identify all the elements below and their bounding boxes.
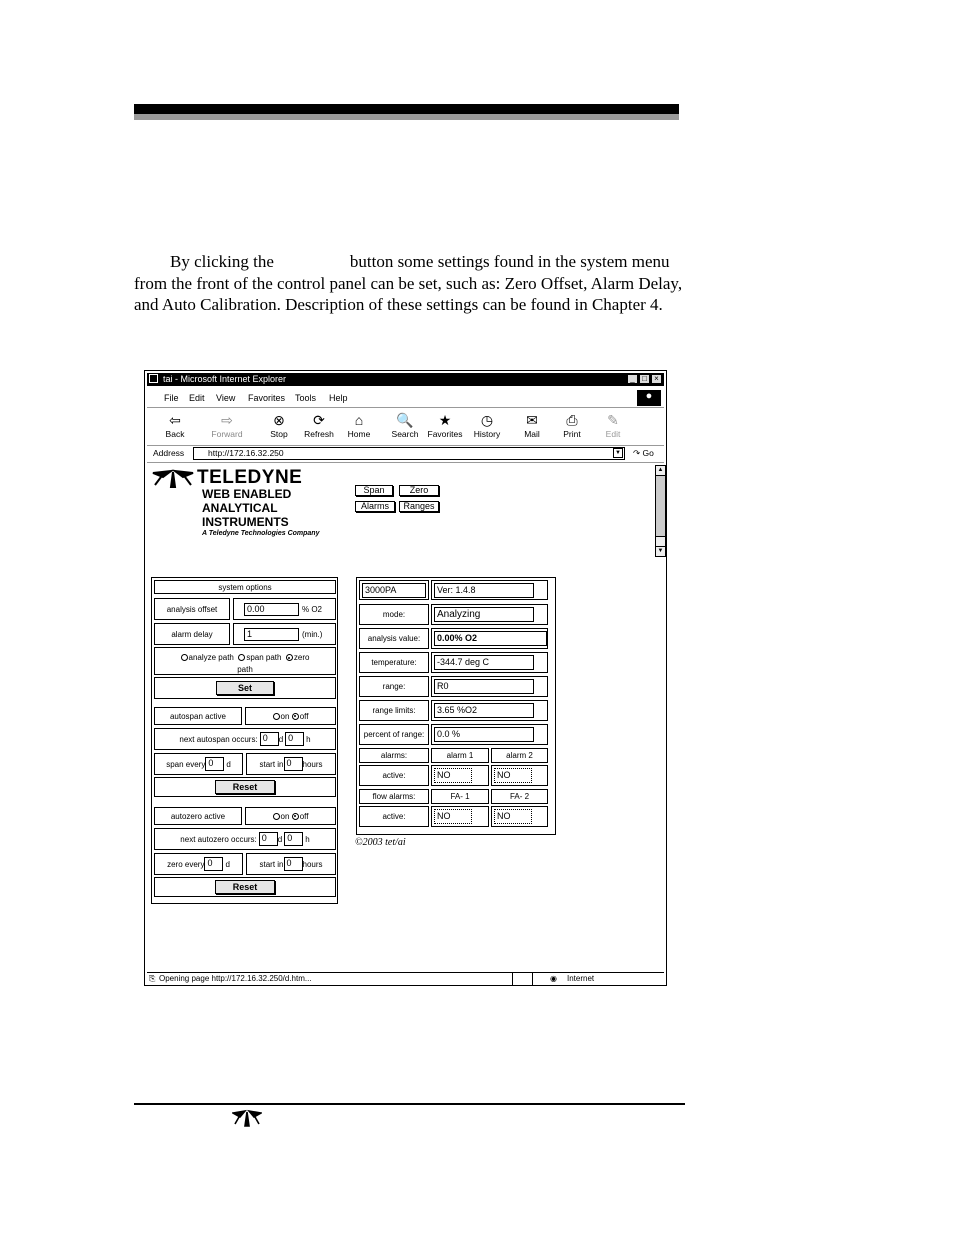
zero-start-cell: start in 0 hours (246, 853, 336, 875)
autospan-reset-cell (154, 777, 336, 797)
favorites-icon: ★ (438, 412, 452, 428)
mode-label: mode: (359, 604, 429, 625)
address-dropdown-icon[interactable]: ▼ (613, 448, 623, 458)
range-label: range: (359, 676, 429, 697)
back-arrow-icon: ⇦ (169, 412, 181, 428)
mode-value: Analyzing (434, 607, 534, 622)
path-word: path (237, 665, 253, 674)
autozero-reset-button[interactable]: Reset (215, 880, 275, 894)
go-button[interactable]: ↷ Go (633, 448, 654, 458)
refresh-icon: ⟳ (313, 412, 325, 428)
alarm-delay-label: alarm delay (154, 623, 230, 645)
close-icon[interactable]: × (651, 374, 662, 384)
flow-active-label: active: (359, 806, 429, 827)
autozero-label: autozero active (154, 807, 242, 825)
fa1-active-cell (431, 806, 489, 827)
mail-button[interactable]: ✉ Mail (512, 411, 552, 439)
forward-arrow-icon: ⇨ (221, 412, 233, 428)
autozero-reset-cell (154, 877, 336, 897)
fa1-header: FA- 1 (431, 789, 489, 804)
set-cell (154, 677, 336, 699)
percent-range-value: 0.0 % (434, 727, 534, 742)
title-bar (147, 373, 664, 386)
ranges-button[interactable]: Ranges (399, 501, 439, 512)
alarm1-active-value: NO (434, 768, 472, 783)
next-autozero-label: next autozero occurs: (180, 834, 257, 844)
options-header: system options (154, 580, 336, 594)
forward-button[interactable]: ⇨ Forward (207, 411, 247, 439)
fa2-active-value: NO (494, 809, 532, 824)
menu-tools[interactable]: Tools (295, 393, 317, 403)
alarm2-header: alarm 2 (491, 748, 548, 763)
fa2-header: FA- 2 (491, 789, 548, 804)
zero-start-input[interactable]: 0 (284, 857, 303, 871)
page-content (147, 465, 657, 970)
alarm-active-label: active: (359, 765, 429, 786)
status-bar (147, 972, 664, 986)
home-icon: ⌂ (354, 412, 364, 428)
path-options-cell (154, 647, 336, 675)
mode-cell (431, 604, 548, 625)
menu-help[interactable]: Help (329, 393, 348, 403)
status-divider (532, 973, 533, 986)
analysis-value-label: analysis value: (359, 628, 429, 649)
address-input[interactable] (193, 447, 625, 460)
next-autospan-hours-input[interactable]: 0 (285, 732, 304, 746)
range-value: R0 (434, 679, 534, 694)
span-button[interactable]: Span (355, 485, 393, 496)
stop-button[interactable]: ⊗ Stop (259, 411, 299, 439)
set-button[interactable]: Set (216, 681, 274, 695)
history-icon: ◷ (480, 412, 494, 428)
minimize-icon[interactable]: _ (627, 374, 638, 384)
toolbar (147, 409, 664, 446)
teledyne-footer-logo-icon (232, 1109, 262, 1129)
zero-start-label: start in (259, 859, 284, 869)
alarm2-active-value: NO (494, 768, 532, 783)
temperature-value: -344.7 deg C (434, 655, 534, 670)
analysis-value: 0.00% O2 (434, 631, 547, 646)
temperature-cell (431, 652, 548, 673)
next-autozero-cell: next autozero occurs: 0 d 0 h (154, 828, 336, 850)
scroll-thumb[interactable] (656, 476, 665, 537)
alarm1-active-cell (431, 765, 489, 786)
analysis-offset-label: analysis offset (154, 598, 230, 620)
print-icon: ⎙ (566, 412, 578, 428)
address-bar (147, 446, 664, 463)
zero-every-input[interactable]: 0 (204, 857, 223, 871)
next-autospan-label: next autospan occurs: (179, 734, 258, 744)
stop-icon: ⊗ (273, 412, 285, 428)
internet-zone-icon: ◉ (550, 974, 557, 983)
edit-icon: ✎ (607, 412, 619, 428)
span-path-radio[interactable]: span path (238, 653, 281, 662)
flow-alarms-label: flow alarms: (359, 789, 429, 804)
home-button[interactable]: ⌂ Home (339, 411, 379, 439)
history-button[interactable]: ◷ History (467, 411, 507, 439)
next-autozero-hours-input[interactable]: 0 (284, 832, 303, 846)
menu-view[interactable]: View (216, 393, 236, 403)
analysis-offset-cell (233, 598, 336, 620)
alarm2-active-cell (491, 765, 548, 786)
scroll-down-icon[interactable]: ▼ (657, 548, 664, 554)
alarms-label: alarms: (359, 748, 429, 763)
analysis-value-cell (431, 628, 548, 649)
model-cell (359, 580, 429, 600)
mail-icon: ✉ (526, 412, 538, 428)
span-every-label: span every (166, 759, 206, 769)
address-value: http://172.16.32.250 (208, 448, 284, 458)
autospan-reset-button[interactable]: Reset (215, 780, 275, 794)
maximize-icon[interactable]: □ (639, 374, 650, 384)
fa2-active-cell (491, 806, 548, 827)
menu-file[interactable]: File (164, 393, 179, 403)
next-autozero-days-input[interactable]: 0 (259, 832, 278, 846)
range-limits-label: range limits: (359, 700, 429, 721)
zero-path-radio[interactable]: zero (286, 653, 310, 662)
browser-window (144, 370, 667, 986)
autospan-label: autospan active (154, 707, 242, 725)
logo-subtitle: WEB ENABLED ANALYTICAL INSTRUMENTS (202, 487, 292, 529)
footer-rule (134, 1103, 685, 1105)
scroll-up-icon[interactable]: ▲ (656, 466, 665, 476)
paragraph-lead: By clicking the (170, 252, 274, 271)
model-value: 3000PA (362, 583, 426, 598)
next-autospan-cell: next autospan occurs: 0 d 0 h (154, 728, 336, 750)
alarm1-header: alarm 1 (431, 748, 489, 763)
version-value: Ver: 1.4.8 (434, 583, 534, 598)
autozero-on-radio[interactable]: on (273, 812, 290, 821)
zero-every-cell: zero every 0 d (154, 853, 243, 875)
span-start-input[interactable]: 0 (284, 757, 303, 771)
status-text: Opening page http://172.16.32.250/d.htm... (159, 974, 312, 983)
span-every-cell: span every 0 d (154, 753, 243, 775)
teledyne-logo-icon (151, 469, 195, 489)
ie-logo-icon: ● (637, 390, 661, 406)
header-rule-black (134, 104, 679, 114)
ie-icon (149, 374, 158, 383)
zero-button[interactable]: Zero (399, 485, 439, 496)
next-autospan-days-input[interactable]: 0 (260, 732, 279, 746)
range-limits-value: 3.65 %O2 (434, 703, 534, 718)
alarm-delay-input[interactable]: 1 (244, 628, 299, 641)
window-title: tai - Microsoft Internet Explorer (163, 374, 287, 384)
body-paragraph (134, 251, 684, 316)
autozero-toggle-cell (245, 807, 336, 825)
fa1-active-value: NO (434, 809, 472, 824)
logo-tagline: A Teledyne Technologies Company (202, 530, 320, 537)
back-button[interactable]: ⇦ Back (155, 411, 195, 439)
header-rule-gray (134, 114, 679, 120)
alarm-delay-cell (233, 623, 336, 645)
favorites-button[interactable]: ★ Favorites (425, 411, 465, 439)
alarm-delay-unit: (min.) (302, 629, 323, 639)
refresh-button[interactable]: ⟳ Refresh (299, 411, 339, 439)
menu-favorites[interactable]: Favorites (248, 393, 286, 403)
status-page-icon: ⎘ (149, 974, 156, 983)
range-limits-cell (431, 700, 548, 721)
temperature-label: temperature: (359, 652, 429, 673)
percent-range-label: percent of range: (359, 724, 429, 745)
vertical-scrollbar[interactable] (655, 465, 666, 557)
version-cell (431, 580, 548, 600)
span-start-cell: start in 0 hours (246, 753, 336, 775)
analysis-offset-input[interactable]: 0.00 (244, 603, 299, 616)
analysis-offset-unit: % O2 (302, 604, 323, 614)
menu-bar (147, 389, 664, 408)
zone-label: Internet (567, 974, 595, 983)
range-cell (431, 676, 548, 697)
print-button[interactable]: ⎙ Print (552, 411, 592, 439)
copyright-text: ©2003 tet/ai (355, 837, 406, 848)
search-button[interactable]: 🔍 Search (385, 411, 425, 439)
search-icon: 🔍 (396, 412, 414, 428)
autospan-toggle-cell (245, 707, 336, 725)
autospan-on-radio[interactable]: on (273, 712, 290, 721)
edit-button[interactable]: ✎ Edit (593, 411, 633, 439)
autozero-off-radio[interactable]: off (292, 812, 309, 821)
status-divider (512, 973, 513, 986)
analyze-path-radio[interactable]: analyze path (181, 653, 234, 662)
address-label: Address (153, 448, 185, 458)
zero-every-label: zero every (167, 859, 205, 869)
alarms-button[interactable]: Alarms (355, 501, 395, 512)
logo-wordmark: TELEDYNE (197, 467, 303, 488)
paragraph-rest: button some settings found in the system menu from the front of the control panel can be set, such as: Zero Offset, Alarm Delay, and Auto Calibration. Description of these settings can be found in Chapter 4. (134, 252, 683, 314)
span-start-label: start in (259, 759, 284, 769)
percent-range-cell (431, 724, 548, 745)
autospan-off-radio[interactable]: off (292, 712, 309, 721)
span-every-input[interactable]: 0 (205, 757, 224, 771)
menu-edit[interactable]: Edit (189, 393, 205, 403)
